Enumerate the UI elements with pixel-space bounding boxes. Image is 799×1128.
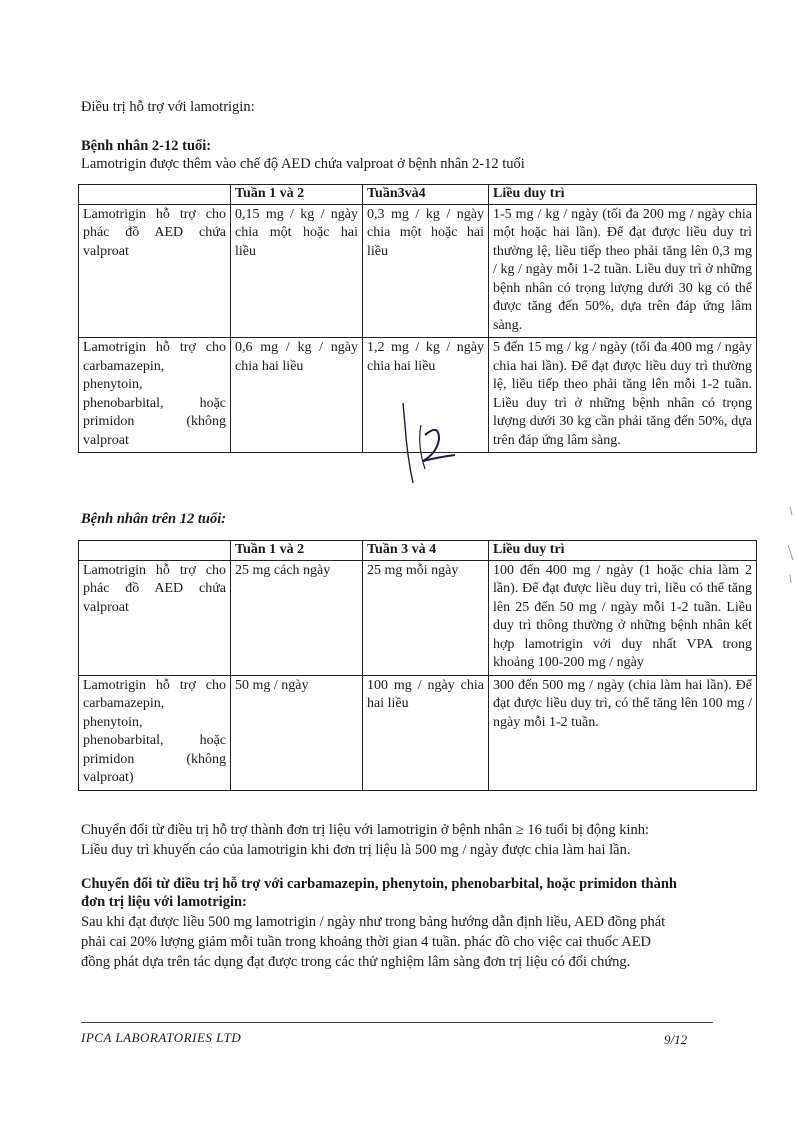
header-week-3-4: Tuần 3 và 4 bbox=[363, 541, 489, 561]
cell-maintenance: 5 đến 15 mg / kg / ngày (tối đa 400 mg / ngày chia hai lần). Để đạt được liều duy trì thường lệ, liều tiếp theo phải tăng lên mỗi 1-2 tuần. Liều duy trì ở những bệnh nhân có trọng lượng dưới 30 kg cần phải tăng đến 50%, dựa trên đáp ứng lâm sàng. bbox=[489, 338, 757, 453]
section1-subtitle: Lamotrigin được thêm vào chế độ AED chứa valproat ở bệnh nhân 2-12 tuổi bbox=[81, 156, 525, 172]
row-label: Lamotrigin hỗ trợ cho phác đồ AED chứa valproat bbox=[79, 560, 231, 675]
table-header-row bbox=[79, 185, 757, 205]
scan-artifact bbox=[784, 505, 796, 585]
cell-maintenance: 1-5 mg / kg / ngày (tối đa 200 mg / ngày chia một hoặc hai lần). Để đạt được liều duy trì thường lệ, liều tiếp theo phải tăng lên 0,3 mg / kg / ngày mỗi 1-2 tuần. Liều duy trì ở những bệnh nhân có trọng lượng dưới 30 kg có thể được tăng đến 50%, dựa trên đáp ứng lâm sàng. bbox=[489, 204, 757, 338]
header-week-1-2: Tuần 1 và 2 bbox=[231, 541, 363, 561]
cell-week-1-2: 0,6 mg / kg / ngày chia hai liều bbox=[231, 338, 363, 453]
intro-text: Điều trị hỗ trợ với lamotrigin: bbox=[81, 99, 255, 115]
footer-company: IPCA LABORATORIES LTD bbox=[81, 1030, 242, 1045]
header-maintenance: Liều duy trì bbox=[489, 185, 757, 205]
footer-page-number: 9/12 bbox=[664, 1032, 688, 1047]
header-week-3-4: Tuần3và4 bbox=[363, 185, 489, 205]
cell-week-3-4: 0,3 mg / kg / ngày chia một hoặc hai liều bbox=[363, 204, 489, 338]
row-label: Lamotrigin hỗ trợ cho phác đồ AED chứa valproat bbox=[79, 204, 231, 338]
cell-week-3-4: 1,2 mg / kg / ngày chia hai liều bbox=[363, 338, 489, 453]
dosing-table-over-12 bbox=[78, 540, 757, 791]
row-label: Lamotrigin hỗ trợ cho carbamazepin, phenytoin, phenobarbital, hoặc primidon (không valproat bbox=[79, 338, 231, 453]
row-label: Lamotrigin hỗ trợ cho carbamazepin, phenytoin, phenobarbital, hoặc primidon (không valproat) bbox=[79, 675, 231, 790]
conversion-body-line-3: đồng phát dựa trên tác dụng đạt được trong các thử nghiệm lâm sàng đơn trị liệu có đối chứng. bbox=[81, 954, 631, 970]
table-row bbox=[79, 675, 757, 790]
cell-week-3-4: 25 mg mỗi ngày bbox=[363, 560, 489, 675]
cell-maintenance: 100 đến 400 mg / ngày (1 hoặc chia làm 2 lần). Để đạt được liều duy trì, liều có thể tăng lên 25 đến 50 mg / ngày mỗi 1-2 tuần. Liều duy trì thông thường ở những bệnh nhân kết hợp lamotrigin với duy nhất VPA trong khoảng 100-200 mg / ngày bbox=[489, 560, 757, 675]
cell-week-3-4: 100 mg / ngày chia hai liều bbox=[363, 675, 489, 790]
cell-maintenance: 300 đến 500 mg / ngày (chia làm hai lần). Để đạt được liều duy trì, có thể tăng lên 100 mg / ngày mỗi 1-2 tuần. bbox=[489, 675, 757, 790]
conversion-body bbox=[81, 912, 761, 972]
table-row bbox=[79, 560, 757, 675]
header-maintenance: Liều duy trì bbox=[489, 541, 757, 561]
section2-heading: Bệnh nhân trên 12 tuổi: bbox=[81, 511, 227, 527]
table-row bbox=[79, 204, 757, 338]
conversion-body-line-1: Sau khi đạt được liều 500 mg lamotrigin / ngày như trong bảng hướng dẫn định liều, AED đồng phát bbox=[81, 914, 666, 930]
conversion-heading-line-1: Chuyển đổi từ điều trị hỗ trợ với carbamazepin, phenytoin, phenobarbital, hoặc primidon thành bbox=[81, 876, 677, 892]
conversion-note bbox=[81, 820, 761, 860]
conversion-heading bbox=[81, 875, 761, 911]
conversion-line-2: Liều duy trì khuyến cáo của lamotrigin khi đơn trị liệu là 500 mg / ngày được chia làm hai lần. bbox=[81, 842, 631, 858]
footer-divider bbox=[81, 1022, 713, 1023]
conversion-body-line-2: phải cai 20% lượng giảm mỗi tuần trong khoảng thời gian 4 tuần. phác đồ cho việc cai thuốc AED bbox=[81, 934, 652, 950]
header-cell-empty bbox=[79, 185, 231, 205]
header-cell-empty bbox=[79, 541, 231, 561]
section1-heading: Bệnh nhân 2-12 tuổi: bbox=[81, 138, 212, 154]
cell-week-1-2: 0,15 mg / kg / ngày chia một hoặc hai liều bbox=[231, 204, 363, 338]
header-week-1-2: Tuần 1 và 2 bbox=[231, 185, 363, 205]
conversion-line-1: Chuyển đổi từ điều trị hỗ trợ thành đơn trị liệu với lamotrigin ở bệnh nhân ≥ 16 tuổi bị động kinh: bbox=[81, 822, 650, 838]
cell-week-1-2: 50 mg / ngày bbox=[231, 675, 363, 790]
table-header-row bbox=[79, 541, 757, 561]
conversion-heading-line-2: đơn trị liệu với lamotrigin: bbox=[81, 894, 247, 910]
cell-week-1-2: 25 mg cách ngày bbox=[231, 560, 363, 675]
handwritten-signature bbox=[395, 395, 465, 485]
